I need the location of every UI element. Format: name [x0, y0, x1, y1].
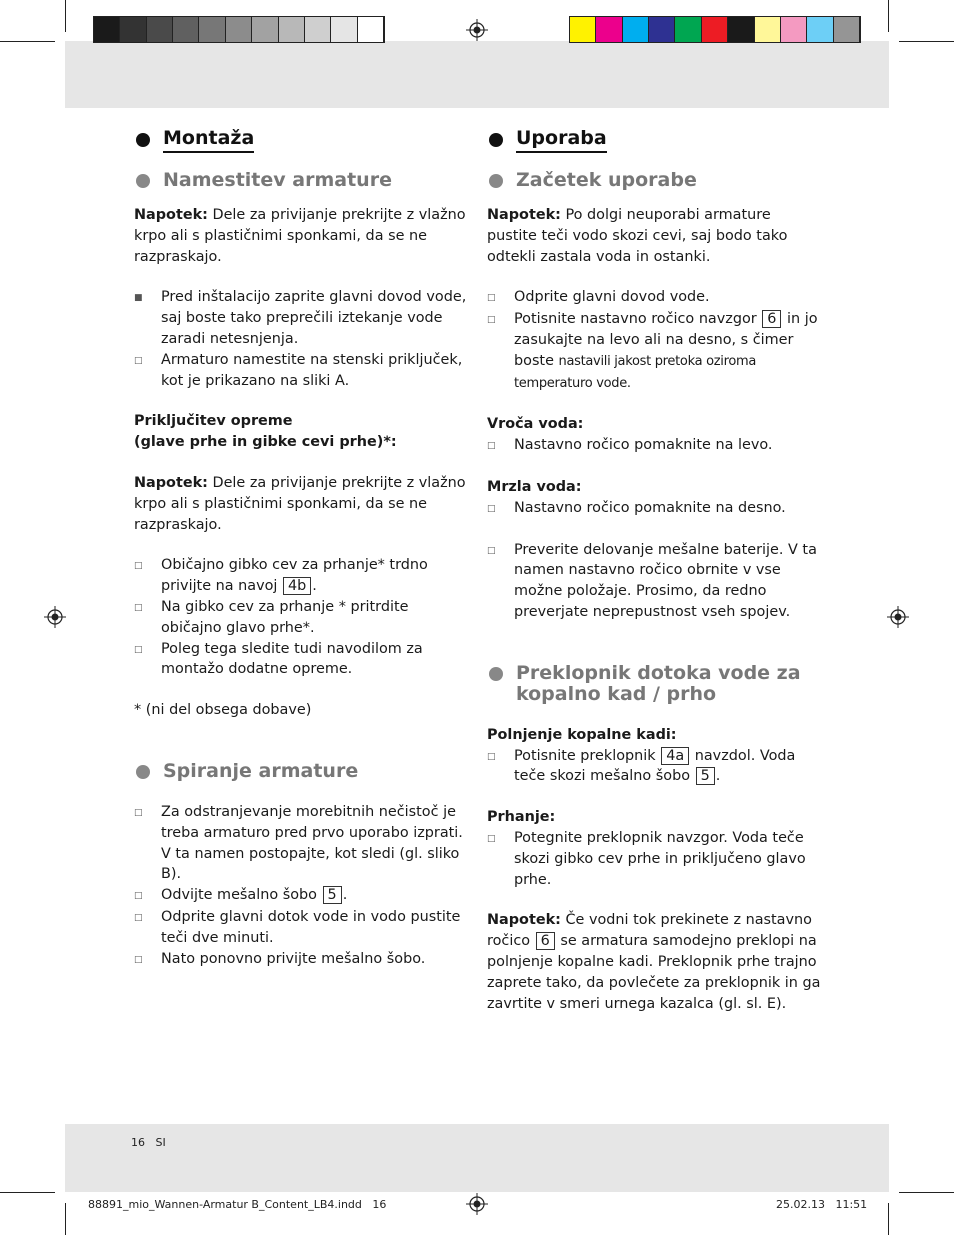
subheading-namestitev: Namestitev armature: [134, 170, 469, 191]
section-heading-montaza: Montaža: [134, 126, 469, 153]
cold-water-label: Mrzla voda:: [487, 478, 582, 495]
color-swatch: [252, 17, 278, 42]
hot-water-label: Vroča voda:: [487, 416, 584, 433]
right-column: [487, 126, 822, 1014]
color-swatch: [199, 17, 225, 42]
color-swatch: [331, 17, 357, 42]
shower-label: Prhanje:: [487, 809, 556, 826]
subheading-zacetek: Začetek uporabe: [487, 170, 822, 191]
color-swatch: [94, 17, 120, 42]
color-swatch: [649, 17, 675, 42]
left-column: [134, 126, 469, 970]
part-reference: 6: [536, 932, 555, 950]
bullet-icon: [136, 765, 150, 779]
list-item: □ Nato ponovno privijte mešalno šobo.: [134, 949, 469, 971]
color-swatch: [596, 17, 622, 42]
list-item: □ Potisnite nastavno ročico navzgor 6 in jo zasukajte na levo ali na desno, s čimer boste nastavili jakost pretoka oziroma temperaturo vode.: [487, 309, 822, 394]
list-item: ■ Pred inštalacijo zaprite glavni dovod vode, saj boste tako preprečili iztekanje vode zaradi netesnjenja.: [134, 287, 469, 349]
list-item: □ Običajno gibko cev za prhanje* trdno privijte na navoj 4b .: [134, 555, 469, 597]
part-reference: 4a: [661, 747, 689, 765]
checkbox-bullet-icon: [134, 639, 161, 681]
accessory-title: Priključitev opreme (glave prhe in gibke cevi prhe)*:: [134, 413, 397, 451]
note-paragraph: Napotek: Če vodni tok prekinete z nastavno ročico 6 se armatura samodejno preklopi na polnjenje kopalne kadi. Preklopnik prhe trajno zaprete tako, da povlečete za preklopnik in ga zavrtite v smeri urnega kazalca (gl. sl. E).: [487, 912, 821, 1012]
list-item: □ Poleg tega sledite tudi navodilom za montažo dodatne opreme.: [134, 639, 469, 681]
crop-mark: [0, 41, 55, 42]
bullet-icon: [136, 174, 150, 188]
list-item: □ Potegnite preklopnik navzgor. Voda teče skozi gibko cev prhe in priključeno glavo prhe.: [487, 828, 822, 890]
color-swatch: [147, 17, 173, 42]
header-band: [65, 41, 889, 108]
list-item: □ Odprite glavni dotok vode in vodo pustite teči dve minuti.: [134, 907, 469, 949]
checkbox-bullet-icon: [487, 287, 514, 309]
registration-mark-icon: [44, 606, 66, 628]
crop-mark: [899, 41, 954, 42]
color-swatch: [834, 17, 860, 42]
bath-filling-label: Polnjenje kopalne kadi:: [487, 726, 677, 743]
grayscale-calibration-strip: [93, 16, 385, 43]
color-swatch: [728, 17, 754, 42]
note-paragraph: Napotek: Po dolgi neuporabi armature pustite teči vodo skozi cevi, saj bodo tako odtekli zastala voda in ostanki.: [487, 207, 788, 265]
page-number: 16 SI: [131, 1136, 166, 1149]
color-swatch: [358, 17, 384, 42]
list-item: □ Preverite delovanje mešalne baterije. V ta namen nastavno ročico obrnite v vse možne položaje. Prosimo, da redno preverjate neprepustnost vseh spojev.: [487, 540, 822, 623]
footer-band: [65, 1124, 889, 1192]
subheading-preklopnik: Preklopnik dotoka vode za kopalno kad / prho: [487, 663, 822, 705]
checkbox-bullet-icon: [487, 309, 514, 394]
subheading-spiranje: Spiranje armature: [134, 761, 469, 782]
color-swatch: [570, 17, 596, 42]
crop-mark: [899, 1192, 954, 1193]
checkbox-bullet-icon: [487, 540, 514, 623]
bullet-icon: [489, 667, 503, 681]
registration-mark-icon: [466, 1193, 488, 1215]
part-reference: 4b: [283, 577, 311, 595]
color-swatch: [173, 17, 199, 42]
checkbox-bullet-icon: [487, 828, 514, 890]
checkbox-bullet-icon: [134, 907, 161, 949]
bullet-icon: [489, 133, 503, 147]
checkbox-bullet-icon: [134, 597, 161, 639]
registration-mark-icon: [887, 606, 909, 628]
square-bullet-icon: [134, 287, 161, 349]
part-reference: 5: [696, 767, 715, 785]
list-item: □ Nastavno ročico pomaknite na desno.: [487, 498, 822, 520]
note-paragraph: Napotek: Dele za privijanje prekrijte z vlažno krpo ali s plastičnimi sponkami, da se ne razpraskajo.: [134, 207, 466, 265]
color-swatch: [755, 17, 781, 42]
crop-mark: [888, 0, 889, 32]
color-calibration-strip: [569, 16, 861, 43]
color-swatch: [702, 17, 728, 42]
part-reference: 6: [762, 310, 781, 328]
list-item: □ Potisnite preklopnik 4a navzdol. Voda teče skozi mešalno šobo 5 .: [487, 746, 822, 788]
note-paragraph: Napotek: Dele za privijanje prekrijte z vlažno krpo ali s plastičnimi sponkami, da se ne razpraskajo.: [134, 474, 466, 533]
list-item: □ Odprite glavni dovod vode.: [487, 287, 822, 309]
color-swatch: [781, 17, 807, 42]
color-swatch: [305, 17, 331, 42]
language-code: SI: [155, 1136, 166, 1149]
checkbox-bullet-icon: [487, 435, 514, 457]
checkbox-bullet-icon: [134, 802, 161, 885]
list-item: □ Odvijte mešalno šobo 5 .: [134, 885, 469, 907]
checkbox-bullet-icon: [134, 949, 161, 971]
crop-mark: [65, 1203, 66, 1235]
color-swatch: [226, 17, 252, 42]
footnote: * (ni del obsega dobave): [134, 702, 312, 719]
list-item: □ Na gibko cev za prhanje * pritrdite običajno glavo prhe*.: [134, 597, 469, 639]
checkbox-bullet-icon: [134, 885, 161, 907]
list-item: □ Za odstranjevanje morebitnih nečistoč je treba armaturo pred prvo uporabo izprati. V ta namen postopajte, kot sledi (gl. sliko B).: [134, 802, 469, 885]
crop-mark: [888, 1203, 889, 1235]
list-item: □ Armaturo namestite na stenski priključek, kot je prikazano na sliki A.: [134, 350, 469, 392]
color-swatch: [279, 17, 305, 42]
timestamp: 25.02.13 11:51: [776, 1198, 868, 1211]
bullet-icon: [489, 174, 503, 188]
registration-mark-icon: [466, 19, 488, 41]
color-swatch: [675, 17, 701, 42]
section-heading-uporaba: Uporaba: [487, 126, 822, 153]
color-swatch: [623, 17, 649, 42]
checkbox-bullet-icon: [487, 746, 514, 788]
checkbox-bullet-icon: [487, 498, 514, 520]
checkbox-bullet-icon: [134, 555, 161, 597]
checkbox-bullet-icon: [134, 350, 161, 392]
crop-mark: [65, 0, 66, 32]
color-swatch: [807, 17, 833, 42]
list-item: □ Nastavno ročico pomaknite na levo.: [487, 435, 822, 457]
crop-mark: [0, 1192, 55, 1193]
file-name: 88891_mio_Wannen-Armatur B_Content_LB4.indd 16: [88, 1198, 387, 1211]
color-swatch: [120, 17, 146, 42]
part-reference: 5: [323, 886, 342, 904]
bullet-icon: [136, 133, 150, 147]
